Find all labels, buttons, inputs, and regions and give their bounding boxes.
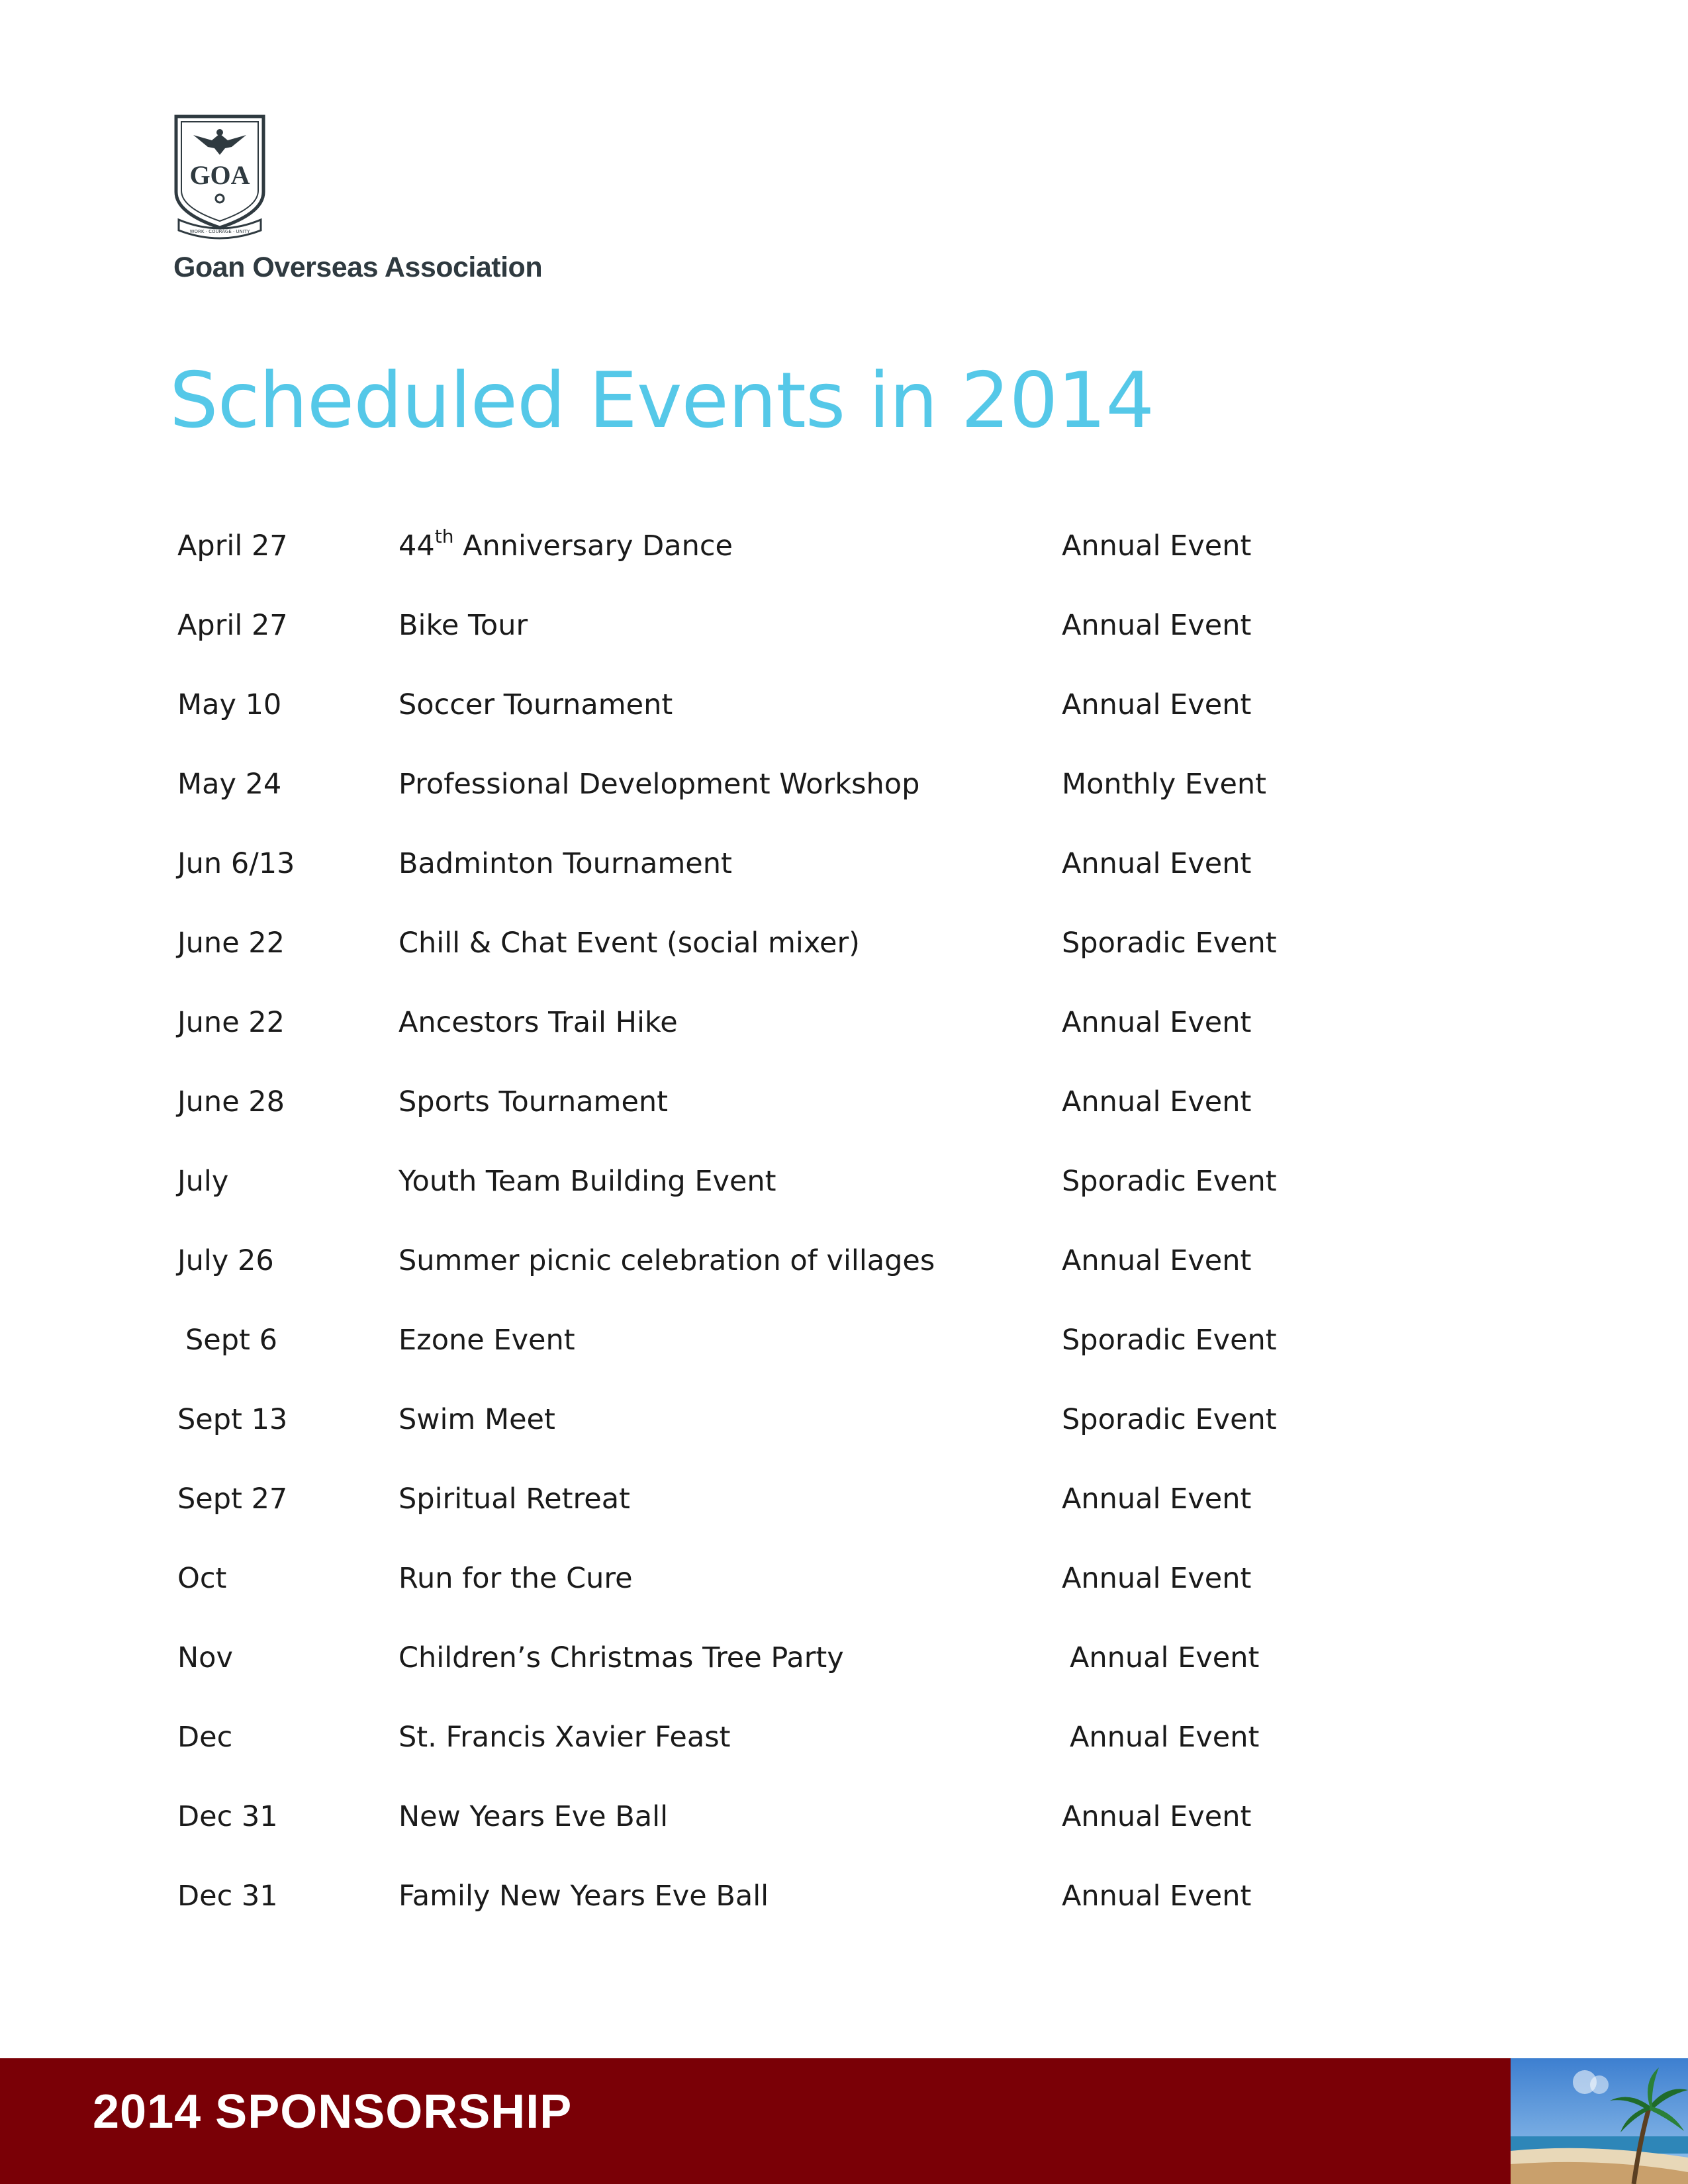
event-type: Annual Event [1062,609,1252,642]
event-type: Monthly Event [1062,768,1267,801]
event-date: Sept 13 [177,1403,288,1436]
event-row [0,923,1688,1003]
event-date: Oct [177,1562,227,1595]
event-type: Annual Event [1062,1562,1252,1595]
event-row [0,1161,1688,1241]
event-name: New Years Eve Ball [399,1800,669,1833]
event-name: Soccer Tournament [399,688,673,721]
footer-banner [0,2058,1688,2184]
event-date: Dec [177,1721,233,1754]
event-name: Summer picnic celebration of villages [399,1244,935,1277]
event-type: Annual Event [1062,1880,1252,1913]
org-name: Goan Overseas Association [173,251,543,283]
event-type: Annual Event [1062,1006,1252,1039]
event-name: Bike Tour [399,609,528,642]
crest-letters: GOA [189,160,250,190]
beach-palm-image [1511,2058,1688,2184]
crest-icon [173,114,266,240]
event-date: Sept 6 [185,1324,277,1357]
event-date: June 22 [177,927,285,960]
event-name: Youth Team Building Event [399,1165,776,1198]
event-date: Jun 6/13 [177,847,295,880]
event-date: May 10 [177,688,282,721]
event-type: Annual Event [1062,1085,1252,1118]
event-type: Sporadic Event [1062,1324,1277,1357]
event-date: April 27 [177,529,288,563]
event-name: Chill & Chat Event (social mixer) [399,927,860,960]
event-date: June 28 [177,1085,285,1118]
event-row [0,1559,1688,1638]
event-row [0,764,1688,844]
event-row [0,1876,1688,1956]
event-date: April 27 [177,609,288,642]
event-row [0,1082,1688,1161]
event-row [0,1717,1688,1797]
event-name: Badminton Tournament [399,847,732,880]
event-type: Annual Event [1070,1641,1260,1674]
event-row [0,1320,1688,1400]
event-row [0,1241,1688,1320]
event-row [0,685,1688,764]
event-name: Sports Tournament [399,1085,669,1118]
event-row [0,1003,1688,1082]
event-date: Dec 31 [177,1800,278,1833]
event-date: July 26 [177,1244,274,1277]
event-date: Dec 31 [177,1880,278,1913]
event-row [0,526,1688,606]
event-type: Annual Event [1062,529,1252,563]
org-logo [173,114,571,240]
event-date: May 24 [177,768,282,801]
event-name-number: 44 [399,529,435,563]
event-type: Annual Event [1062,1244,1252,1277]
event-name: Ancestors Trail Hike [399,1006,678,1039]
event-name: Family New Years Eve Ball [399,1880,769,1913]
event-row [0,606,1688,685]
event-type: Annual Event [1070,1721,1260,1754]
event-row [0,844,1688,923]
event-name: Swim Meet [399,1403,555,1436]
event-type: Sporadic Event [1062,1165,1277,1198]
event-type: Annual Event [1062,688,1252,721]
event-type: Annual Event [1062,1800,1252,1833]
event-name: Run for the Cure [399,1562,633,1595]
event-name-rest: Anniversary Dance [453,529,733,563]
event-type: Annual Event [1062,847,1252,880]
event-row [0,1797,1688,1876]
event-row [0,1479,1688,1559]
event-date: June 22 [177,1006,285,1039]
event-date: July [177,1165,229,1198]
event-type: Sporadic Event [1062,927,1277,960]
crest-motto: WORK · COURAGE · UNITY [189,229,250,234]
event-type: Sporadic Event [1062,1403,1277,1436]
event-date: Sept 27 [177,1482,288,1516]
event-name: Spiritual Retreat [399,1482,630,1516]
footer-title: 2014 SPONSORSHIP [93,2085,573,2138]
event-row [0,1400,1688,1479]
event-type: Annual Event [1062,1482,1252,1516]
event-name: Professional Development Workshop [399,768,920,801]
event-name [399,526,733,566]
event-name: Ezone Event [399,1324,575,1357]
event-row [0,1638,1688,1717]
event-name: St. Francis Xavier Feast [399,1721,731,1754]
event-date: Nov [177,1641,233,1674]
events-list [0,526,1688,1956]
page-title: Scheduled Events in 2014 [169,356,1154,445]
event-name: Children’s Christmas Tree Party [399,1641,844,1674]
event-name-ordinal: th [434,525,454,547]
